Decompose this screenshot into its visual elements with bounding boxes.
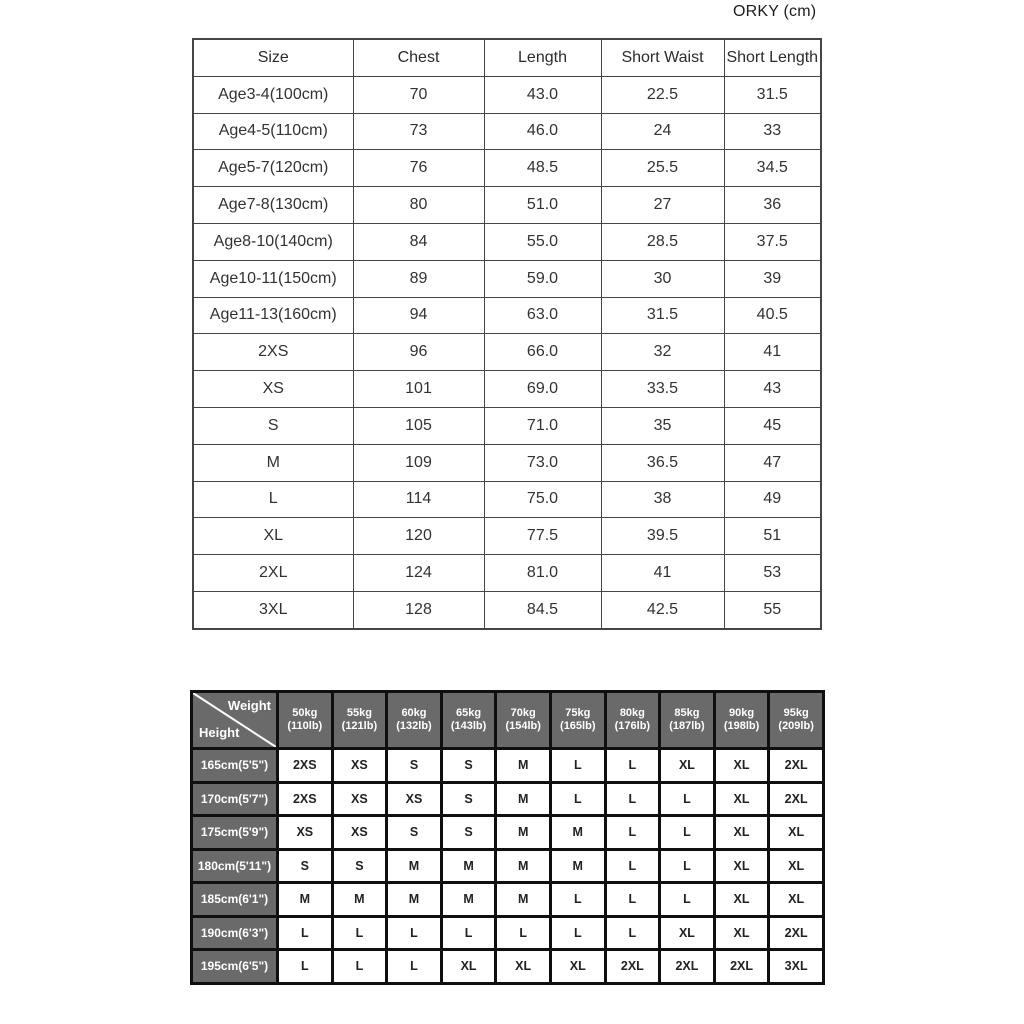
measurement-value-cell: 94 — [353, 297, 484, 334]
recommended-size-cell: S — [441, 749, 496, 783]
recommended-size-cell: XL — [769, 849, 824, 883]
recommended-size-cell: 2XL — [605, 950, 660, 984]
measurement-value-cell: 37.5 — [724, 223, 821, 260]
measurement-value-cell: 69.0 — [484, 371, 601, 408]
size-label-cell: Age8-10(140cm) — [193, 223, 353, 260]
weight-kg-label: 60kg — [401, 706, 427, 719]
measurement-value-cell: 36 — [724, 187, 821, 224]
recommended-size-cell: 2XL — [769, 749, 824, 783]
weight-kg-label: 65kg — [456, 706, 482, 719]
weight-lb-label: (187lb) — [669, 720, 705, 732]
measurement-value-cell: 49 — [724, 481, 821, 518]
measurement-value-cell: 128 — [353, 591, 484, 628]
weight-lb-label: (154lb) — [505, 720, 541, 732]
fit-table-row — [192, 950, 824, 984]
column-header-short-length: Short Length — [724, 39, 821, 76]
measurement-value-cell: 30 — [601, 260, 724, 297]
measurement-value-cell: 33 — [724, 113, 821, 150]
size-label-cell: 2XS — [193, 334, 353, 371]
fit-table-row — [192, 883, 824, 917]
recommended-size-cell: L — [605, 749, 660, 783]
size-table-row — [193, 76, 821, 113]
weight-kg-label: 75kg — [565, 706, 591, 719]
measurement-value-cell: 101 — [353, 371, 484, 408]
weight-kg-label: 50kg — [292, 706, 318, 719]
size-table-body — [193, 76, 821, 628]
recommended-size-cell: XL — [714, 816, 769, 850]
measurement-value-cell: 59.0 — [484, 260, 601, 297]
recommended-size-cell: M — [496, 782, 551, 816]
size-label-cell: Age5-7(120cm) — [193, 150, 353, 187]
measurement-value-cell: 66.0 — [484, 334, 601, 371]
weight-lb-label: (143lb) — [450, 720, 487, 732]
size-table-row — [193, 444, 821, 481]
measurement-value-cell: 114 — [353, 481, 484, 518]
size-table-row — [193, 371, 821, 408]
recommended-size-cell: XL — [714, 749, 769, 783]
weight-column-header — [278, 692, 333, 749]
weight-column-header — [550, 692, 605, 749]
weight-column-header — [769, 692, 824, 749]
size-label-cell: XL — [193, 518, 353, 555]
recommended-size-cell: L — [605, 849, 660, 883]
weight-column-header — [441, 692, 496, 749]
size-table-row — [193, 407, 821, 444]
recommended-size-cell: L — [605, 782, 660, 816]
recommended-size-cell: M — [278, 883, 333, 917]
weight-column-header — [387, 692, 442, 749]
recommended-size-cell: XL — [660, 749, 715, 783]
recommended-size-cell: M — [496, 749, 551, 783]
size-table-row — [193, 297, 821, 334]
measurement-value-cell: 36.5 — [601, 444, 724, 481]
column-header-short-waist: Short Waist — [601, 39, 724, 76]
measurement-value-cell: 53 — [724, 555, 821, 592]
measurement-value-cell: 80 — [353, 187, 484, 224]
recommended-size-cell: L — [278, 950, 333, 984]
measurement-value-cell: 55 — [724, 591, 821, 628]
recommended-size-cell: XL — [660, 916, 715, 950]
fit-table-row — [192, 916, 824, 950]
height-row-header: 170cm(5'7") — [192, 782, 278, 816]
size-label-cell: L — [193, 481, 353, 518]
recommended-size-cell: L — [441, 916, 496, 950]
size-label-cell: Age11-13(160cm) — [193, 297, 353, 334]
recommended-size-cell: XL — [714, 916, 769, 950]
measurement-value-cell: 70 — [353, 76, 484, 113]
recommended-size-cell: XL — [769, 816, 824, 850]
measurement-value-cell: 32 — [601, 334, 724, 371]
weight-kg-label: 95kg — [783, 706, 809, 719]
weight-lb-label: (209lb) — [778, 720, 814, 732]
recommended-size-cell: L — [660, 816, 715, 850]
fit-table-row — [192, 816, 824, 850]
recommended-size-cell: 2XL — [660, 950, 715, 984]
recommended-size-cell: XL — [496, 950, 551, 984]
column-header-length: Length — [484, 39, 601, 76]
measurement-value-cell: 35 — [601, 407, 724, 444]
measurement-value-cell: 84 — [353, 223, 484, 260]
fit-table-row — [192, 749, 824, 783]
fit-table-row — [192, 849, 824, 883]
recommended-size-cell: L — [278, 916, 333, 950]
measurement-value-cell: 43.0 — [484, 76, 601, 113]
size-label-cell: Age4-5(110cm) — [193, 113, 353, 150]
size-table-row — [193, 150, 821, 187]
recommended-size-cell: M — [550, 849, 605, 883]
recommended-size-cell: XS — [332, 816, 387, 850]
size-table-row — [193, 113, 821, 150]
size-label-cell: Age3-4(100cm) — [193, 76, 353, 113]
recommended-size-cell: L — [550, 883, 605, 917]
measurement-value-cell: 120 — [353, 518, 484, 555]
weight-lb-label: (121lb) — [341, 720, 378, 732]
recommended-size-cell: L — [550, 916, 605, 950]
size-table-header-row — [193, 39, 821, 76]
size-table-row — [193, 481, 821, 518]
measurement-value-cell: 39 — [724, 260, 821, 297]
measurement-value-cell: 55.0 — [484, 223, 601, 260]
fit-table-body — [192, 749, 824, 984]
corner-weight-label: Weight — [227, 698, 271, 713]
recommended-size-cell: S — [441, 782, 496, 816]
recommended-size-cell: L — [660, 883, 715, 917]
size-table-row — [193, 260, 821, 297]
measurement-value-cell: 42.5 — [601, 591, 724, 628]
recommended-size-cell: 2XL — [769, 782, 824, 816]
measurement-value-cell: 89 — [353, 260, 484, 297]
recommended-size-cell: L — [550, 749, 605, 783]
weight-lb-label: (132lb) — [396, 720, 432, 732]
measurement-value-cell: 51 — [724, 518, 821, 555]
recommended-size-cell: XS — [278, 816, 333, 850]
height-row-header: 180cm(5'11") — [192, 849, 278, 883]
size-table-row — [193, 518, 821, 555]
weight-kg-label: 70kg — [510, 706, 536, 719]
measurement-value-cell: 51.0 — [484, 187, 601, 224]
measurement-value-cell: 31.5 — [724, 76, 821, 113]
measurement-value-cell: 81.0 — [484, 555, 601, 592]
measurement-value-cell: 27 — [601, 187, 724, 224]
measurement-value-cell: 38 — [601, 481, 724, 518]
weight-lb-label: (198lb) — [723, 720, 760, 732]
recommended-size-cell: L — [332, 950, 387, 984]
measurement-value-cell: 46.0 — [484, 113, 601, 150]
fit-table-row — [192, 782, 824, 816]
recommended-size-cell: XL — [714, 782, 769, 816]
size-label-cell: 2XL — [193, 555, 353, 592]
weight-column-header — [332, 692, 387, 749]
weight-lb-label: (176lb) — [614, 720, 651, 732]
height-row-header: 190cm(6'3") — [192, 916, 278, 950]
recommended-size-cell: 2XL — [714, 950, 769, 984]
size-table-row — [193, 334, 821, 371]
recommended-size-cell: M — [441, 883, 496, 917]
weight-kg-label: 85kg — [674, 706, 700, 719]
size-label-cell: M — [193, 444, 353, 481]
recommended-size-cell: XL — [769, 883, 824, 917]
height-row-header: 165cm(5'5") — [192, 749, 278, 783]
measurement-value-cell: 73 — [353, 113, 484, 150]
recommended-size-cell: S — [332, 849, 387, 883]
recommended-size-cell: 3XL — [769, 950, 824, 984]
recommended-size-cell: M — [550, 816, 605, 850]
recommended-size-cell: L — [387, 916, 442, 950]
recommended-size-cell: XL — [714, 849, 769, 883]
recommended-size-cell: XS — [332, 749, 387, 783]
size-table-row — [193, 223, 821, 260]
measurement-value-cell: 39.5 — [601, 518, 724, 555]
recommended-size-cell: XL — [441, 950, 496, 984]
size-label-cell: Age7-8(130cm) — [193, 187, 353, 224]
brand-units-title: ORKY (cm) — [733, 3, 817, 20]
measurement-value-cell: 48.5 — [484, 150, 601, 187]
column-header-chest: Chest — [353, 39, 484, 76]
size-table-row — [193, 187, 821, 224]
measurement-value-cell: 25.5 — [601, 150, 724, 187]
recommended-size-cell: 2XS — [278, 749, 333, 783]
recommended-size-cell: S — [387, 749, 442, 783]
recommended-size-cell: M — [387, 849, 442, 883]
recommended-size-cell: L — [660, 849, 715, 883]
fit-table-header-row — [192, 692, 824, 749]
recommended-size-cell: M — [332, 883, 387, 917]
size-label-cell: Age10-11(150cm) — [193, 260, 353, 297]
recommended-size-cell: XL — [550, 950, 605, 984]
recommended-size-cell: L — [605, 816, 660, 850]
measurement-value-cell: 31.5 — [601, 297, 724, 334]
corner-height-label: Height — [199, 725, 240, 741]
recommended-size-cell: L — [332, 916, 387, 950]
measurement-value-cell: 109 — [353, 444, 484, 481]
recommended-size-cell: S — [387, 816, 442, 850]
recommended-size-cell: M — [496, 849, 551, 883]
recommended-size-cell: L — [605, 883, 660, 917]
recommended-size-cell: XS — [332, 782, 387, 816]
recommended-size-cell: M — [387, 883, 442, 917]
measurement-value-cell: 124 — [353, 555, 484, 592]
recommended-size-cell: 2XS — [278, 782, 333, 816]
recommended-size-cell: M — [441, 849, 496, 883]
recommended-size-cell: M — [496, 883, 551, 917]
weight-kg-label: 90kg — [729, 706, 755, 719]
measurement-value-cell: 76 — [353, 150, 484, 187]
recommended-size-cell: S — [441, 816, 496, 850]
measurement-value-cell: 63.0 — [484, 297, 601, 334]
recommended-size-cell: M — [496, 816, 551, 850]
measurement-value-cell: 47 — [724, 444, 821, 481]
weight-kg-label: 80kg — [619, 706, 645, 719]
measurement-value-cell: 77.5 — [484, 518, 601, 555]
size-label-cell: 3XL — [193, 591, 353, 628]
measurement-value-cell: 75.0 — [484, 481, 601, 518]
size-table-row — [193, 555, 821, 592]
measurement-value-cell: 41 — [601, 555, 724, 592]
recommended-size-cell: 2XL — [769, 916, 824, 950]
recommended-size-cell: S — [278, 849, 333, 883]
measurement-value-cell: 73.0 — [484, 444, 601, 481]
measurement-value-cell: 71.0 — [484, 407, 601, 444]
measurement-value-cell: 24 — [601, 113, 724, 150]
recommended-size-cell: L — [550, 782, 605, 816]
column-header-size: Size — [193, 39, 353, 76]
measurement-value-cell: 33.5 — [601, 371, 724, 408]
weight-height-fit-table — [190, 690, 825, 985]
weight-kg-label: 55kg — [346, 706, 372, 719]
weight-height-corner-cell — [192, 692, 278, 749]
measurement-value-cell: 40.5 — [724, 297, 821, 334]
recommended-size-cell: XS — [387, 782, 442, 816]
size-chart-table — [192, 38, 822, 630]
weight-column-header — [660, 692, 715, 749]
measurement-value-cell: 34.5 — [724, 150, 821, 187]
recommended-size-cell: L — [605, 916, 660, 950]
measurement-value-cell: 28.5 — [601, 223, 724, 260]
weight-column-header — [714, 692, 769, 749]
measurement-value-cell: 43 — [724, 371, 821, 408]
recommended-size-cell: L — [496, 916, 551, 950]
height-row-header: 175cm(5'9") — [192, 816, 278, 850]
weight-column-header — [605, 692, 660, 749]
height-row-header: 185cm(6'1") — [192, 883, 278, 917]
size-label-cell: XS — [193, 371, 353, 408]
size-table-row — [193, 591, 821, 628]
measurement-value-cell: 41 — [724, 334, 821, 371]
measurement-value-cell: 45 — [724, 407, 821, 444]
recommended-size-cell: L — [387, 950, 442, 984]
measurement-value-cell: 105 — [353, 407, 484, 444]
height-row-header: 195cm(6'5") — [192, 950, 278, 984]
measurement-value-cell: 96 — [353, 334, 484, 371]
recommended-size-cell: XL — [714, 883, 769, 917]
recommended-size-cell: L — [660, 782, 715, 816]
weight-lb-label: (165lb) — [560, 720, 596, 732]
weight-lb-label: (110lb) — [287, 720, 323, 732]
measurement-value-cell: 22.5 — [601, 76, 724, 113]
size-label-cell: S — [193, 407, 353, 444]
weight-column-header — [496, 692, 551, 749]
measurement-value-cell: 84.5 — [484, 591, 601, 628]
